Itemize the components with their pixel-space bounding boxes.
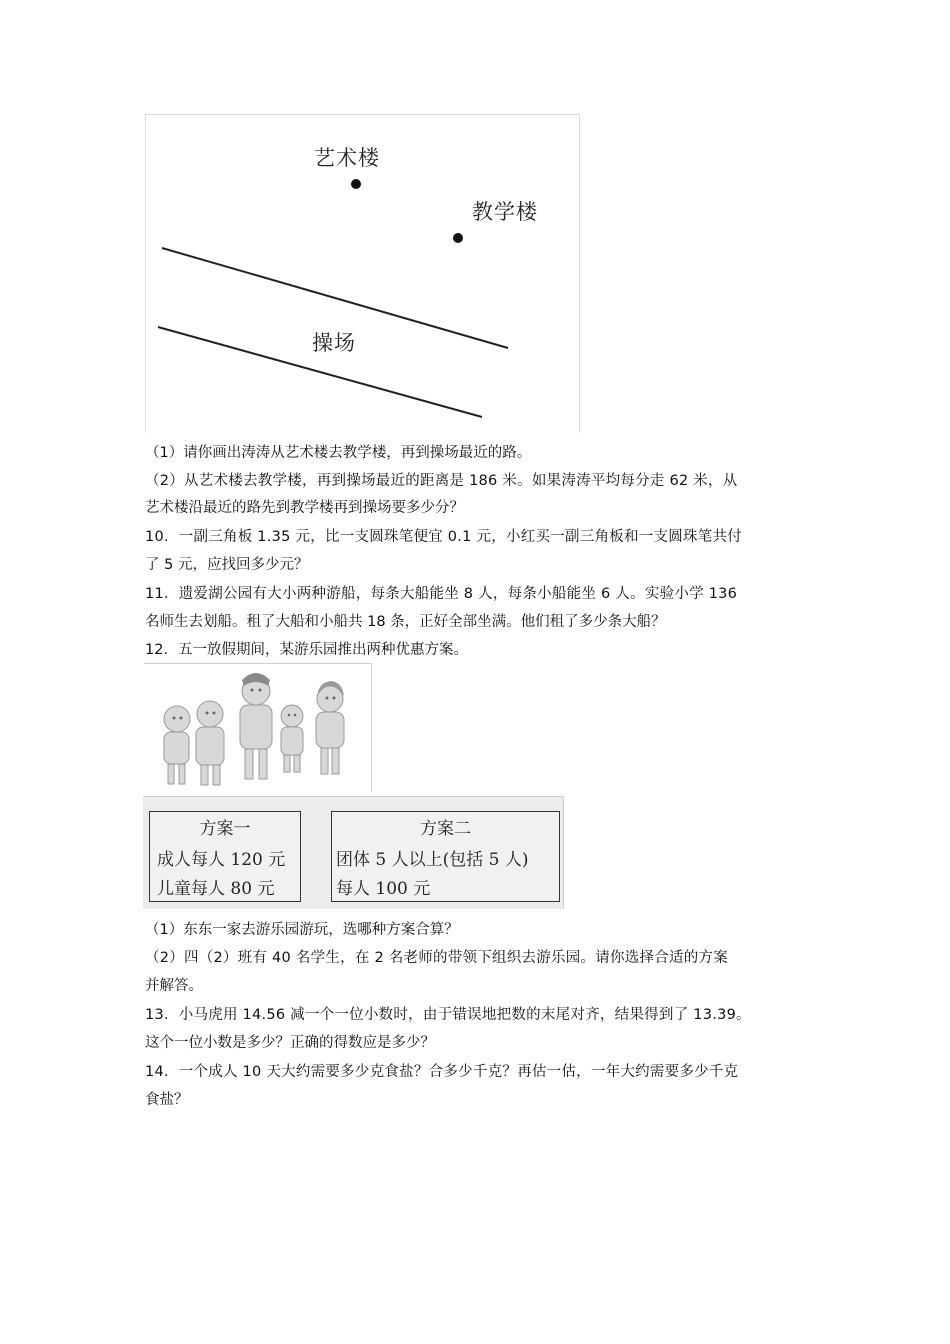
art-building-point [351,179,361,189]
q10-line1: 10．一副三角板 1.35 元，比一支圆珠笔便宜 0.1 元，小红买一副三角板和一支圆珠笔共付 [145,529,742,545]
grandma-leg-left [168,764,174,784]
family-illustration [144,663,372,791]
child-leg-left [284,755,290,772]
q12-line1: 12．五一放假期间，某游乐园推出两种优惠方案。 [145,642,468,658]
father-leg-left [245,749,253,779]
child-leg-right [294,755,300,772]
teaching-building-point [453,233,463,243]
plan-one-title: 方案一 [199,819,251,839]
grandma-body [164,732,189,764]
q9-sub2-line2: 艺术楼沿最近的路先到教学楼再到操场要多少分？ [145,500,464,516]
father-leg-right [259,749,267,779]
mother-leg-right [332,748,339,774]
plan-one-box [149,811,301,902]
q11-line1: 11．遗爱湖公园有大小两种游船，每条大船能坐 8 人，每条小船能坐 6 人。实验小学 136 [145,586,738,602]
family-drawing [144,664,371,791]
grandma-head [164,706,190,732]
mother-leg-left [321,748,328,774]
art-building-label: 艺术楼 [314,146,380,170]
plan-two-title: 方案二 [420,819,471,839]
grandma-leg-right [179,764,185,784]
plan-two-box [331,811,560,902]
grandpa-leg-right [213,765,220,785]
q12-sub2-line1: （2）四（2）班有 40 名学生，在 2 名老师的带领下组织去游乐园。请你选择合适的方案 [145,950,729,966]
mother-body [316,712,344,748]
plan-two-price: 每人 100 元 [336,879,431,899]
q9-sub2-line1: （2）从艺术楼去教学楼，再到操场最近的距离是 186 米。如果涛涛平均每分走 62 米，从 [145,473,738,489]
plans-figure [143,796,564,909]
grandpa-head [197,701,223,727]
map-figure [145,114,580,433]
plan-two-group-rule: 团体 5 人以上(包括 5 人) [336,850,529,870]
grandpa-leg-left [201,765,208,785]
q10-line2: 了 5 元，应找回多少元？ [145,557,309,573]
father-body [240,705,272,749]
q14-line1: 14．一个成人 10 天大约需要多少克食盐？合多少千克？再估一估，一年大约需要多少千克 [145,1064,739,1080]
playground-label: 操场 [312,331,356,355]
grandpa-body [196,727,224,765]
plan-one-child-price: 儿童每人 80 元 [157,879,275,899]
q13-line2: 这个一位小数是多少？正确的得数应是多少？ [145,1035,435,1051]
q13-line1: 13．小马虎用 14.56 减一个一位小数时，由于错误地把数的末尾对齐，结果得到了 13.39。 [145,1007,751,1023]
child-body [281,727,303,755]
q12-sub2-line2: 并解答。 [145,978,203,994]
q9-sub1: （1）请你画出涛涛从艺术楼去教学楼，再到操场最近的路。 [145,445,532,461]
q11-line2: 名师生去划船。租了大船和小船共 18 条，正好全部坐满。他们租了多少条大船？ [145,614,666,630]
q12-sub1: （1）东东一家去游乐园游玩，选哪种方案合算？ [145,922,459,938]
plan-one-adult-price: 成人每人 120 元 [157,850,286,870]
child-head [281,705,303,727]
teaching-building-label: 教学楼 [472,200,538,224]
q14-line2: 食盐？ [145,1092,189,1108]
